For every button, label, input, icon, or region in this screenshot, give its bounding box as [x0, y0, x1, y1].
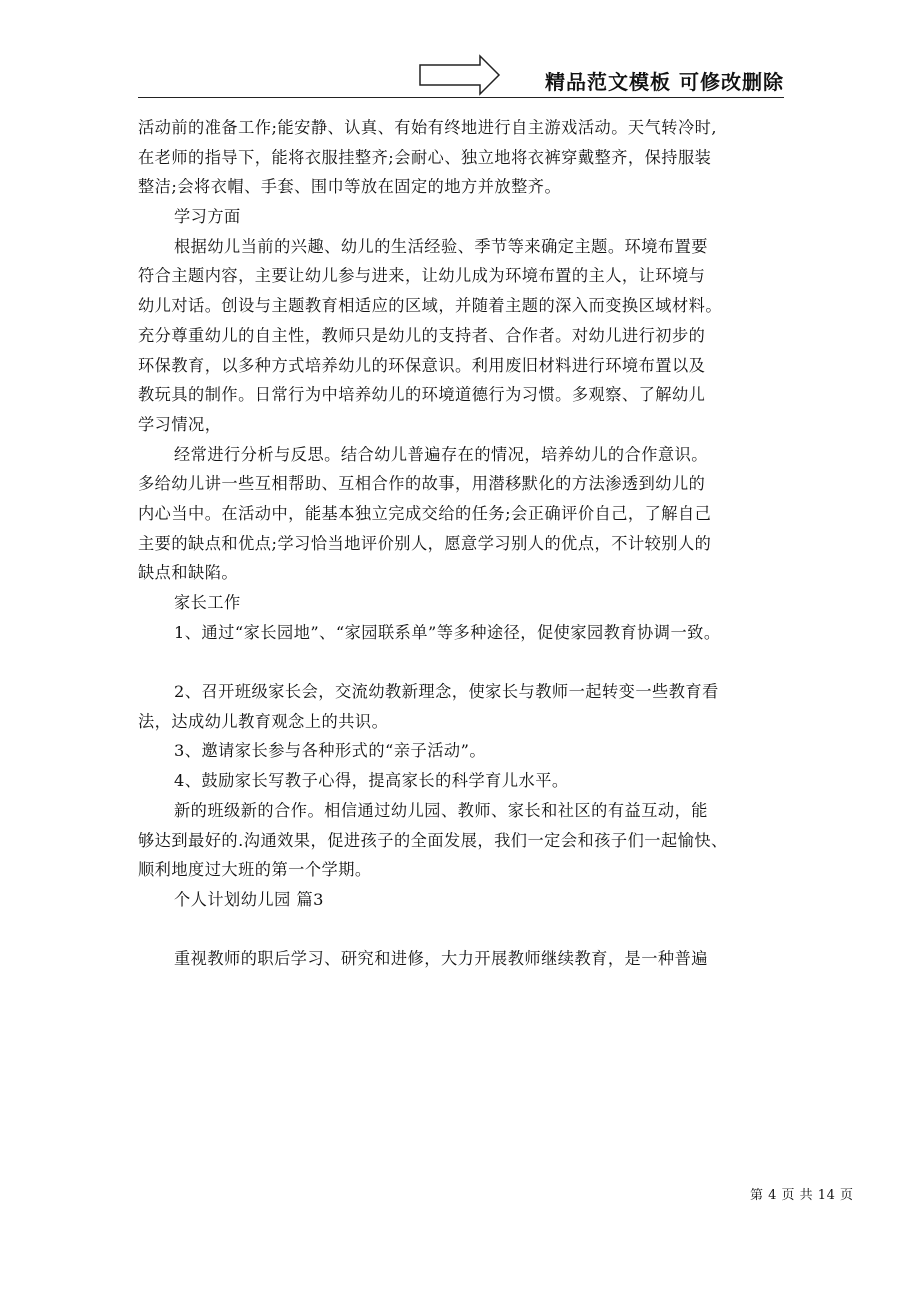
arrow-icon — [418, 54, 502, 96]
text-line: 经常进行分析与反思。结合幼儿普遍存在的情况，培养幼儿的合作意识。 — [174, 444, 708, 464]
blank-line — [138, 915, 788, 945]
page-header — [138, 50, 784, 98]
text-line: 够达到最好的.沟通效果，促进孩子的全面发展，我们一定会和孩子们一起愉快、 — [138, 830, 728, 850]
text-line: 顺利地度过大班的第一个学期。 — [138, 860, 372, 880]
text-line: 充分尊重幼儿的自主性，教师只是幼儿的支持者、合作者。对幼儿进行初步的 — [138, 325, 706, 345]
text-line: 幼儿对话。创设与主题教育相适应的区域，并随着主题的深入而变换区域材料。 — [138, 296, 723, 316]
text-line: 活动前的准备工作;能安静、认真、有始有终地进行自主游戏活动。天气转冷时, — [138, 118, 717, 137]
list-item: 3、邀请家长参与各种形式的“亲子活动”。 — [174, 741, 487, 761]
list-item: 2、召开班级家长会，交流幼教新理念，使家长与教师一起转变一些教育看 — [174, 682, 719, 702]
text-line: 教玩具的制作。日常行为中培养幼儿的环境道德行为习惯。多观察、了解幼儿 — [138, 385, 706, 405]
text-line: 主要的缺点和优点;学习恰当地评价别人，愿意学习别人的优点，不计较别人的 — [138, 533, 712, 553]
text-line: 学习情况， — [138, 414, 222, 434]
text-line: 多给幼儿讲一些互相帮助、互相合作的故事，用潜移默化的方法渗透到幼儿的 — [138, 474, 706, 494]
header-divider — [138, 97, 784, 98]
list-item: 1、通过“家长园地”、“家园联系单”等多种途径，促使家园教育协调一致。 — [174, 622, 721, 642]
document-body — [138, 113, 788, 974]
section-heading-learning: 学习方面 — [174, 207, 241, 227]
text-line: 符合主题内容，主要让幼儿参与进来，让幼儿成为环境布置的主人，让环境与 — [138, 266, 706, 286]
list-item: 4、鼓励家长写教子心得，提高家长的科学育儿水平。 — [174, 771, 569, 791]
text-line: 缺点和缺陷。 — [138, 563, 239, 583]
text-line: 重视教师的职后学习、研究和进修，大力开展教师继续教育，是一种普遍 — [174, 949, 708, 969]
text-line: 内心当中。在活动中，能基本独立完成交给的任务;会正确评价自己，了解自己 — [138, 503, 712, 523]
text-line: 在老师的指导下，能将衣服挂整齐;会耐心、独立地将衣裤穿戴整齐，保持服装 — [138, 147, 712, 167]
section-heading-parents: 家长工作 — [174, 593, 241, 612]
text-line: 法，达成幼儿教育观念上的共识。 — [138, 711, 389, 731]
text-line: 新的班级新的合作。相信通过幼儿园、教师、家长和社区的有益互动，能 — [174, 800, 708, 820]
section-heading-plan: 个人计划幼儿园 篇3 — [174, 889, 324, 909]
text-line: 整洁;会将衣帽、手套、围巾等放在固定的地方并放整齐。 — [138, 177, 562, 197]
text-line: 环保教育，以多种方式培养幼儿的环保意识。利用废旧材料进行环境布置以及 — [138, 355, 706, 375]
blank-line — [138, 647, 788, 677]
page-number: 第 4 页 共 14 页 — [750, 1188, 854, 1203]
header-title: 精品范文模板 可修改删除 — [545, 70, 784, 94]
text-line: 根据幼儿当前的兴趣、幼儿的生活经验、季节等来确定主题。环境布置要 — [174, 236, 708, 256]
